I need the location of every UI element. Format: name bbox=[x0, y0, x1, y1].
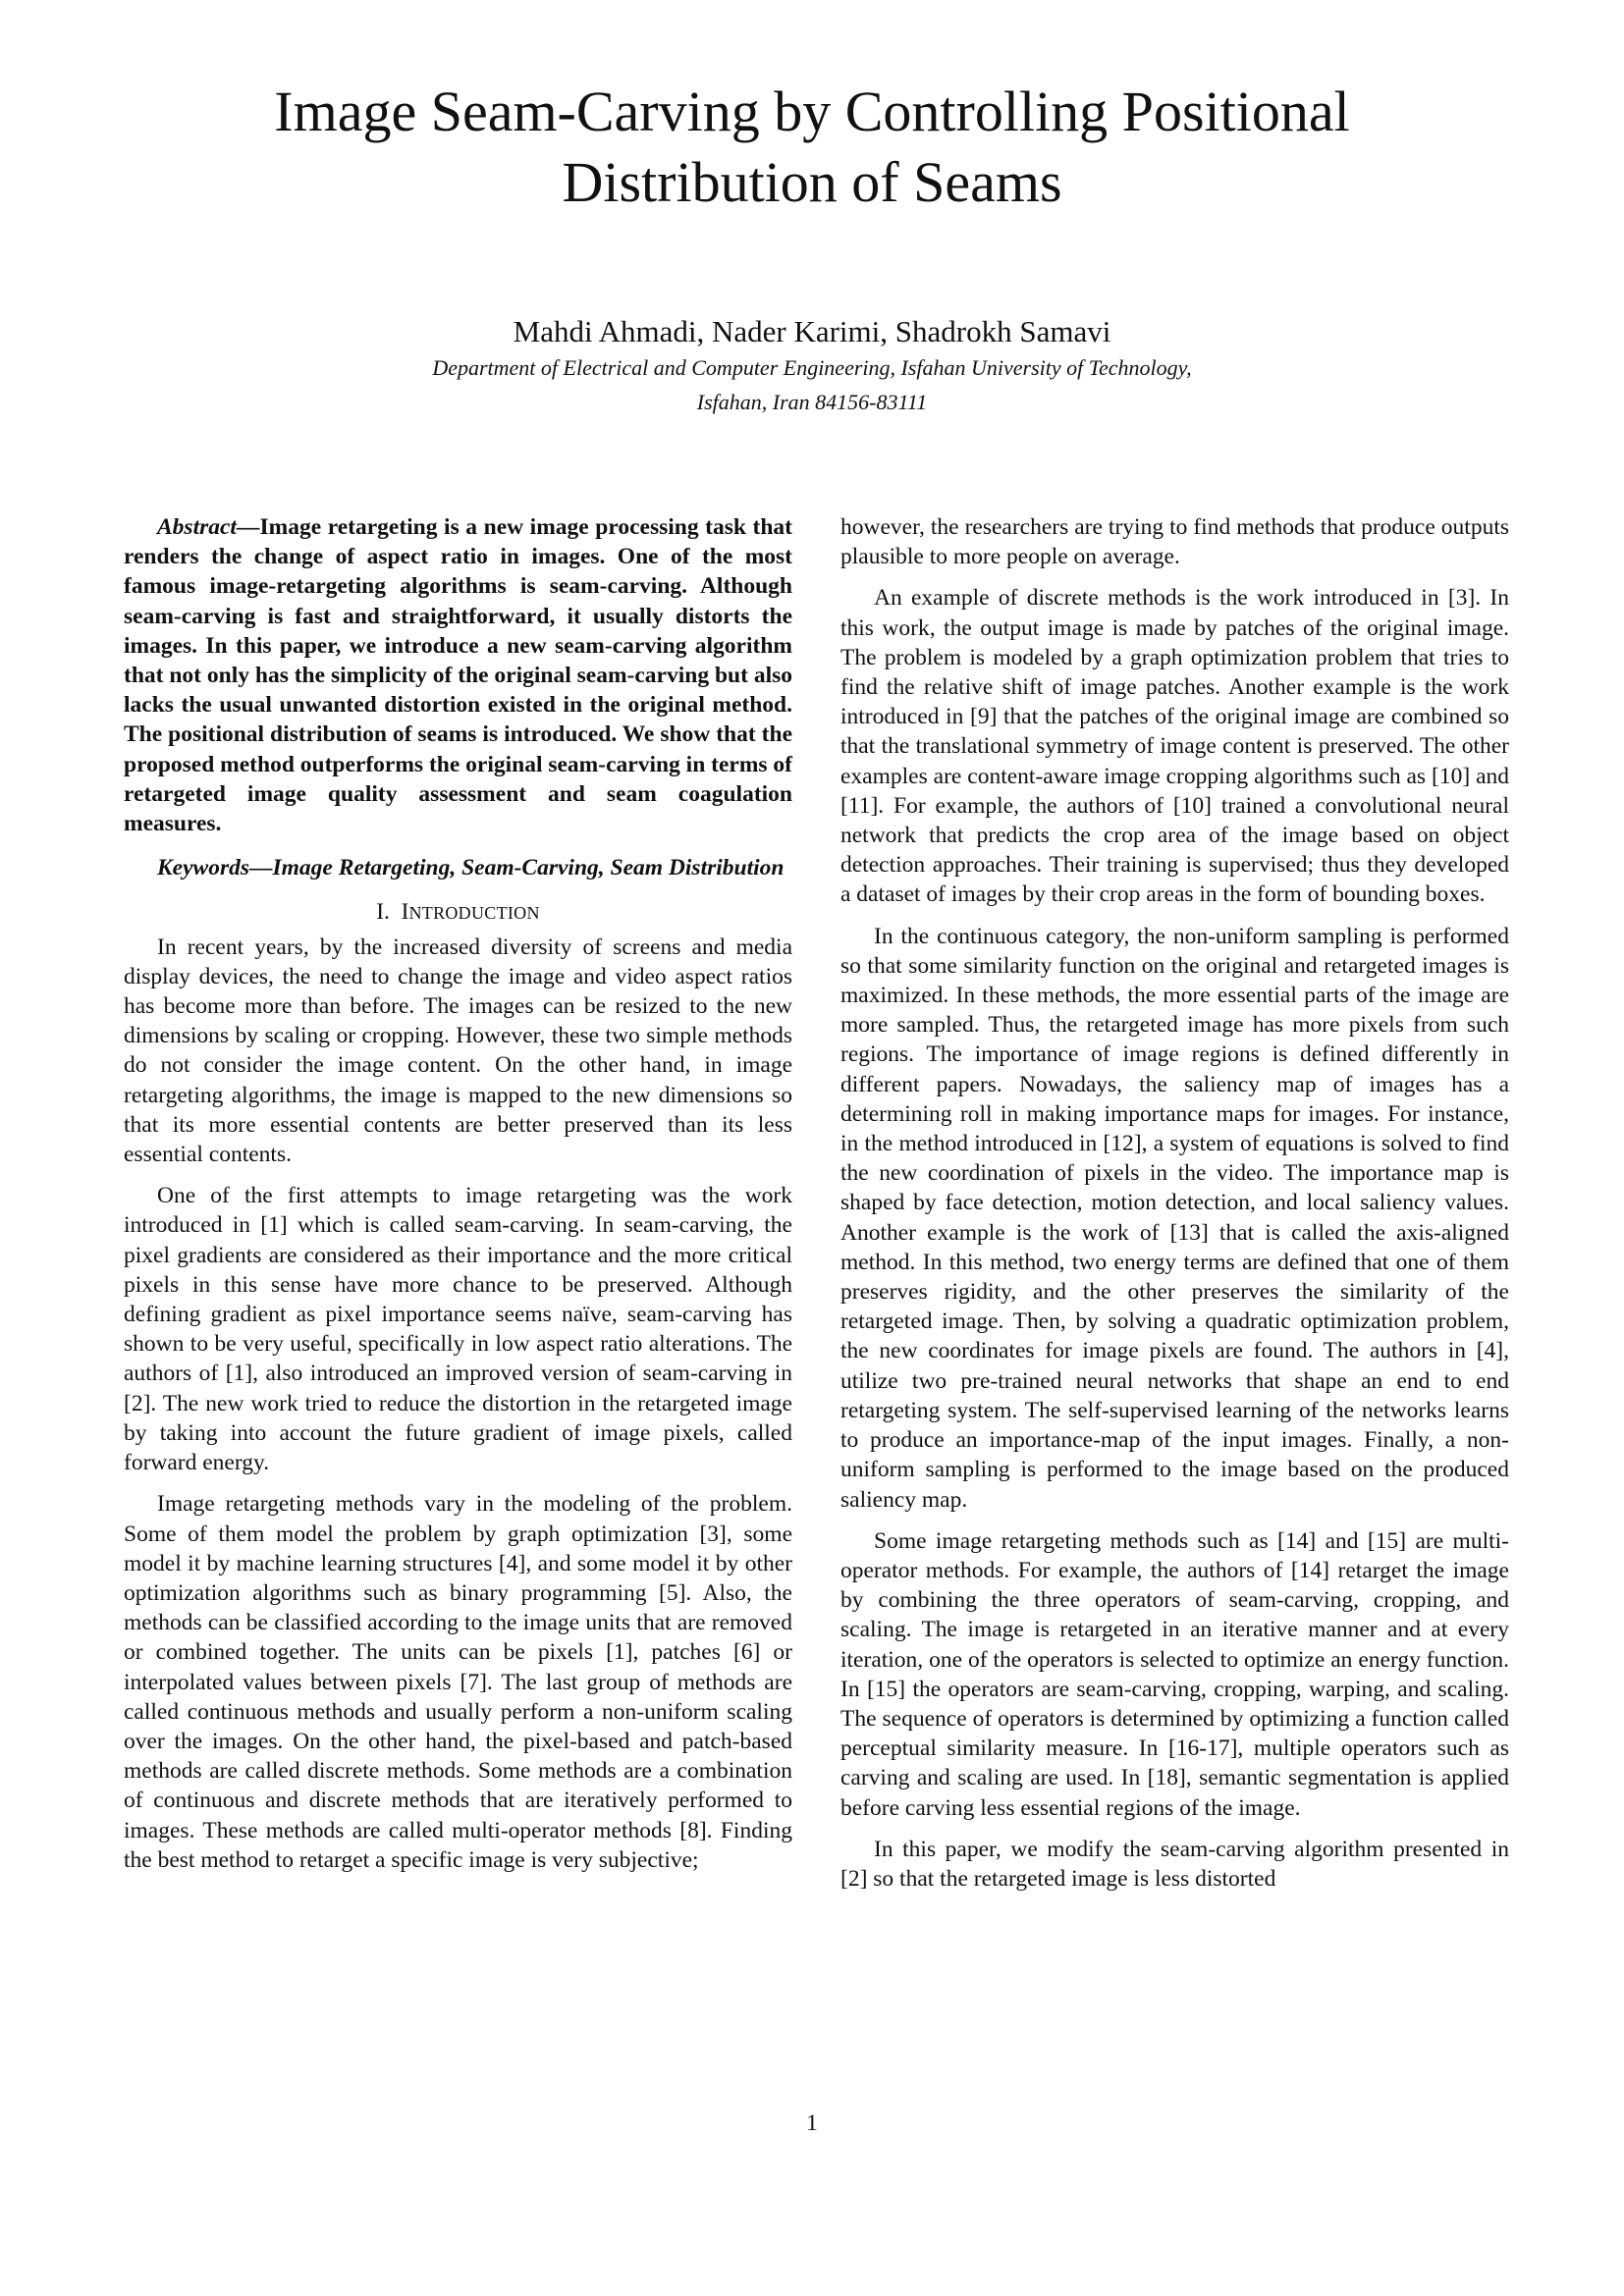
affiliation-line-1: Department of Electrical and Computer Engineering, Isfahan University of Technology, bbox=[432, 355, 1192, 380]
intro-paragraph-4: An example of discrete methods is the work introduced in [3]. In this work, the output image is made by patches of the original image. The problem is modeled by a graph optimization problem that tries to find the relative shift of image patches. Another example is the work introduced in [9] that the patches of the original image are combined so that the translational symmetry of image content is preserved. The other examples are content-aware image cropping algorithms such as [10] and [11]. For example, the authors of [10] trained a convolutional neural network that predicts the crop area of the image based on object detection approaches. Their training is supervised; thus they developed a dataset of images by their crop areas in the form of bounding boxes. bbox=[840, 585, 1509, 908]
title-line-1: Image Seam-Carving by Controlling Positional bbox=[274, 80, 1350, 143]
section-heading-introduction bbox=[124, 897, 792, 928]
affiliation-line-2: Isfahan, Iran 84156-83111 bbox=[696, 390, 928, 414]
intro-paragraph-5: In the continuous category, the non-uniform sampling is performed so that some similarity function on the original and retargeted images is maximized. In these methods, the more essential parts of the image are more sampled. Thus, the retargeted image has more pixels from such regions. The importance of image regions is defined differently in different papers. Nowadays, the saliency map of images has a determining roll in making importance maps for images. For instance, in the method introduced in [12], a system of equations is solved to find the new coordination of pixels in the video. The importance map is shaped by face detection, motion detection, and local saliency values. Another example is the work of [13] that is called the axis-aligned method. In this method, two energy terms are defined that one of them preserves rigidity, and the other preserves the similarity of the retargeted image. Then, by solving a quadratic optimization problem, the new coordinates for image pixels are found. The authors in [4], utilize two pre-trained neural networks that shape an end to end retargeting system. The self-supervised learning of the networks learns to produce an importance-map of the input images. Finally, a non-uniform sampling is performed to the image based on the produced saliency map. bbox=[840, 923, 1509, 1513]
affiliation bbox=[0, 350, 1624, 419]
right-column bbox=[840, 512, 1509, 1894]
section-title-rest: NTRODUCTION bbox=[408, 903, 540, 924]
left-column bbox=[124, 512, 792, 1875]
page-number: 1 bbox=[806, 2110, 818, 2136]
author-list: Mahdi Ahmadi, Nader Karimi, Shadrokh Samavi bbox=[513, 314, 1111, 348]
abstract-lead: Abstract— bbox=[157, 514, 260, 540]
intro-paragraph-3: Image retargeting methods vary in the modeling of the problem. Some of them model the problem by graph optimization [3], some model it by machine learning structures [4], and some model it by other optimization algorithms such as binary programming [5]. Also, the methods can be classified according to the image units that are removed or combined together. The units can be pixels [1], patches [6] or interpolated values between pixels [7]. The last group of methods are called continuous methods and usually perform a non-uniform scaling over the images. On the other hand, the pixel-based and patch-based methods are called discrete methods. Some methods are a combination of continuous and discrete methods that are iteratively performed to images. These methods are called multi-operator methods [8]. Finding the best method to retarget a specific image is very subjective; bbox=[124, 1491, 792, 1873]
section-number: I. bbox=[376, 899, 390, 926]
intro-paragraph-2: One of the first attempts to image retargeting was the work introduced in [1] which is called seam-carving. In seam-carving, the pixel gradients are considered as their importance and the more critical pixels in this sense have more chance to be preserved. Although defining gradient as pixel importance seems naïve, seam-carving has shown to be very useful, specifically in low aspect ratio alterations. The authors of [1], also introduced an improved version of seam-carving in [2]. The new work tried to reduce the distortion in the retargeted image by taking into account the future gradient of image pixels, called forward energy. bbox=[124, 1183, 792, 1476]
continued-paragraph: however, the researchers are trying to find methods that produce outputs plausible to more people on average. bbox=[840, 514, 1509, 570]
paper-title bbox=[0, 77, 1624, 218]
intro-paragraph-6: Some image retargeting methods such as [14] and [15] are multi-operator methods. For example, the authors of [14] retarget the image by combining the three operators of seam-carving, cropping, and scaling. The image is retargeted in an iterative manner and at every iteration, one of the operators is selected to optimize an energy function. In [15] the operators are seam-carving, cropping, warping, and scaling. The sequence of operators is determined by optimizing a function called perceptual similarity measure. In [16-17], multiple operators such as carving and scaling are used. In [18], semantic segmentation is applied before carving less essential regions of the image. bbox=[840, 1527, 1509, 1821]
abstract-body: Image retargeting is a new image processing task that renders the change of aspect ratio in images. One of the most famous image-retargeting algorithms is seam-carving. Although seam-carving is fast and straightforward, it usually distorts the images. In this paper, we introduce a new seam-carving algorithm that not only has the simplicity of the original seam-carving but also lacks the usual unwanted distortion existed in the original method. The positional distribution of seams is introduced. We show that the proposed method outperforms the original seam-carving in terms of retargeted image quality assessment and seam coagulation measures. bbox=[124, 514, 792, 837]
intro-paragraph-7: In this paper, we modify the seam-carving algorithm presented in [2] so that the retargeted image is less distorted bbox=[840, 1836, 1509, 1892]
intro-paragraph-1: In recent years, by the increased diversity of screens and media display devices, the need to change the image and video aspect ratios has become more than before. The images can be resized to the new dimensions by scaling or cropping. However, these two simple methods do not consider the image content. On the other hand, in image retargeting algorithms, the image is mapped to the new dimensions so that its more essential contents are better preserved than its less essential contents. bbox=[124, 934, 792, 1168]
abstract bbox=[124, 512, 792, 838]
section-title-first-letter: I bbox=[401, 899, 409, 926]
title-line-2: Distribution of Seams bbox=[562, 150, 1062, 214]
keywords: Keywords—Image Retargeting, Seam-Carving, Seam Distribution bbox=[157, 855, 785, 881]
